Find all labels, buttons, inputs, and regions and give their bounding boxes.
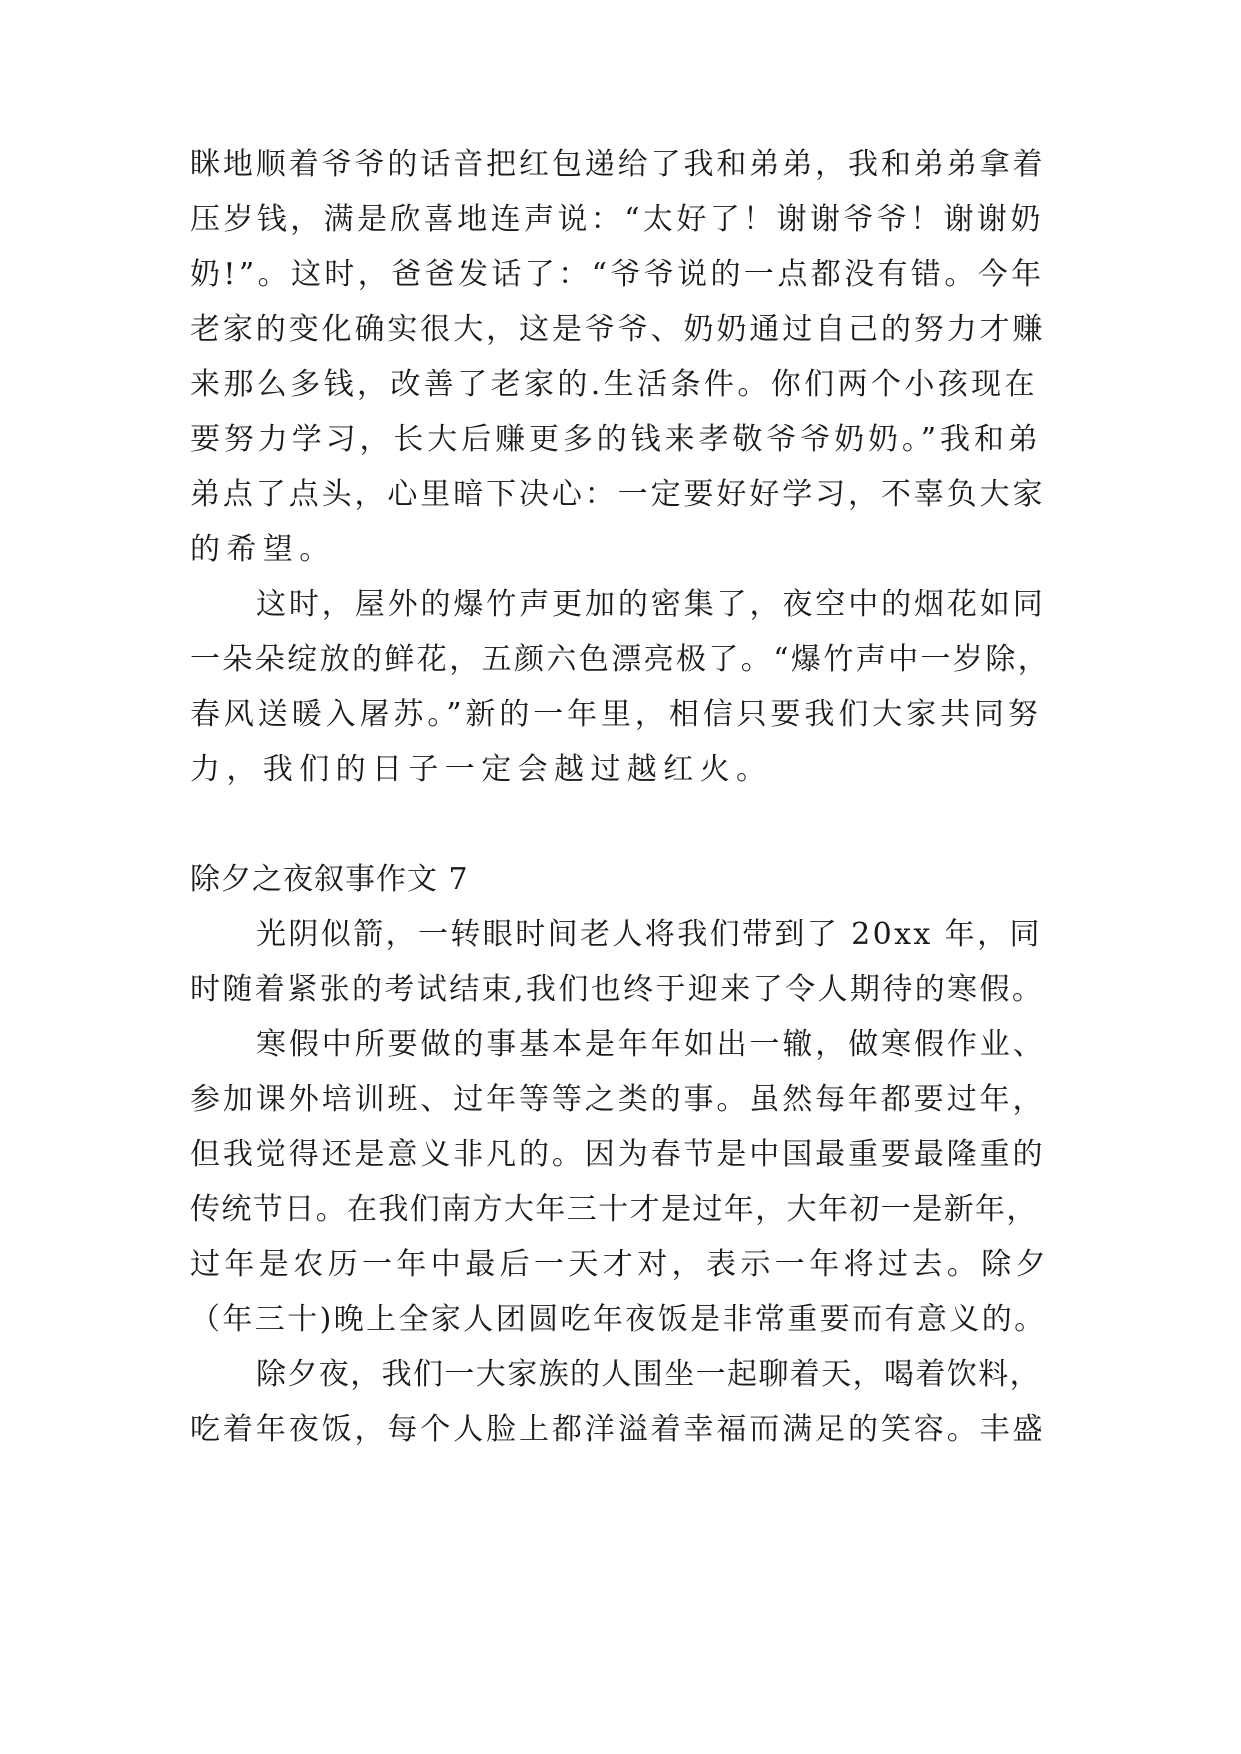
text-line: 传统节日。在我们南方大年三十才是过年，大年初一是新年，	[190, 1192, 1038, 1227]
text-line: 的希望。	[190, 532, 336, 567]
text-line: 弟点了点头，心里暗下决心：一定要好好学习，不辜负大家	[190, 477, 1046, 512]
text-line: 老家的变化确实很大，这是爷爷、奶奶通过自己的努力才赚	[190, 312, 1046, 347]
text-line: 吃着年夜饭，每个人脸上都洋溢着幸福而满足的笑容。丰盛	[190, 1412, 1046, 1447]
paragraph-first-line: 寒假中所要做的事基本是年年如出一辙，做寒假作业、	[256, 1027, 1046, 1062]
text-line: 过年是农历一年中最后一天才对，表示一年将过去。除夕	[190, 1247, 1050, 1282]
paragraph-first-line: 除夕夜，我们一大家族的人围坐一起聊着天，喝着饮料，	[256, 1357, 1041, 1392]
text-line: 力，我们的日子一定会越过越红火。	[190, 752, 773, 787]
text-line: （年三十)晚上全家人团圆吃年夜饭是非常重要而有意义的。	[190, 1302, 1047, 1337]
text-line: 奶!”。这时，爸爸发话了：“爷爷说的一点都没有错。今年	[190, 257, 1045, 292]
text-line: 时随着紧张的考试结束,我们也终于迎来了令人期待的寒假。	[190, 972, 1045, 1007]
text-line: 要努力学习，长大后赚更多的钱来孝敬爷爷奶奶。”我和弟	[190, 422, 1042, 457]
text-line: 但我觉得还是意义非凡的。因为春节是中国最重要最隆重的	[190, 1137, 1046, 1172]
text-line: 眯地顺着爷爷的话音把红包递给了我和弟弟，我和弟弟拿着	[190, 147, 1046, 182]
text-line: 一朵朵绽放的鲜花，五颜六色漂亮极了。“爆竹声中一岁除，	[190, 642, 1051, 677]
text-line: 春风送暖入屠苏。”新的一年里，相信只要我们大家共同努	[190, 697, 1042, 732]
text-line: 来那么多钱，改善了老家的.生活条件。你们两个小孩现在	[190, 367, 1038, 402]
text-line: 参加课外培训班、过年等等之类的事。虽然每年都要过年，	[190, 1082, 1046, 1117]
section-heading: 除夕之夜叙事作文 7	[190, 862, 469, 897]
paragraph-first-line: 光阴似箭，一转眼时间老人将我们带到了 20xx 年，同	[256, 917, 1042, 952]
paragraph-first-line: 这时，屋外的爆竹声更加的密集了，夜空中的烟花如同	[256, 587, 1046, 622]
text-line: 压岁钱，满是欣喜地连声说：“太好了！谢谢爷爷！谢谢奶	[190, 202, 1044, 237]
